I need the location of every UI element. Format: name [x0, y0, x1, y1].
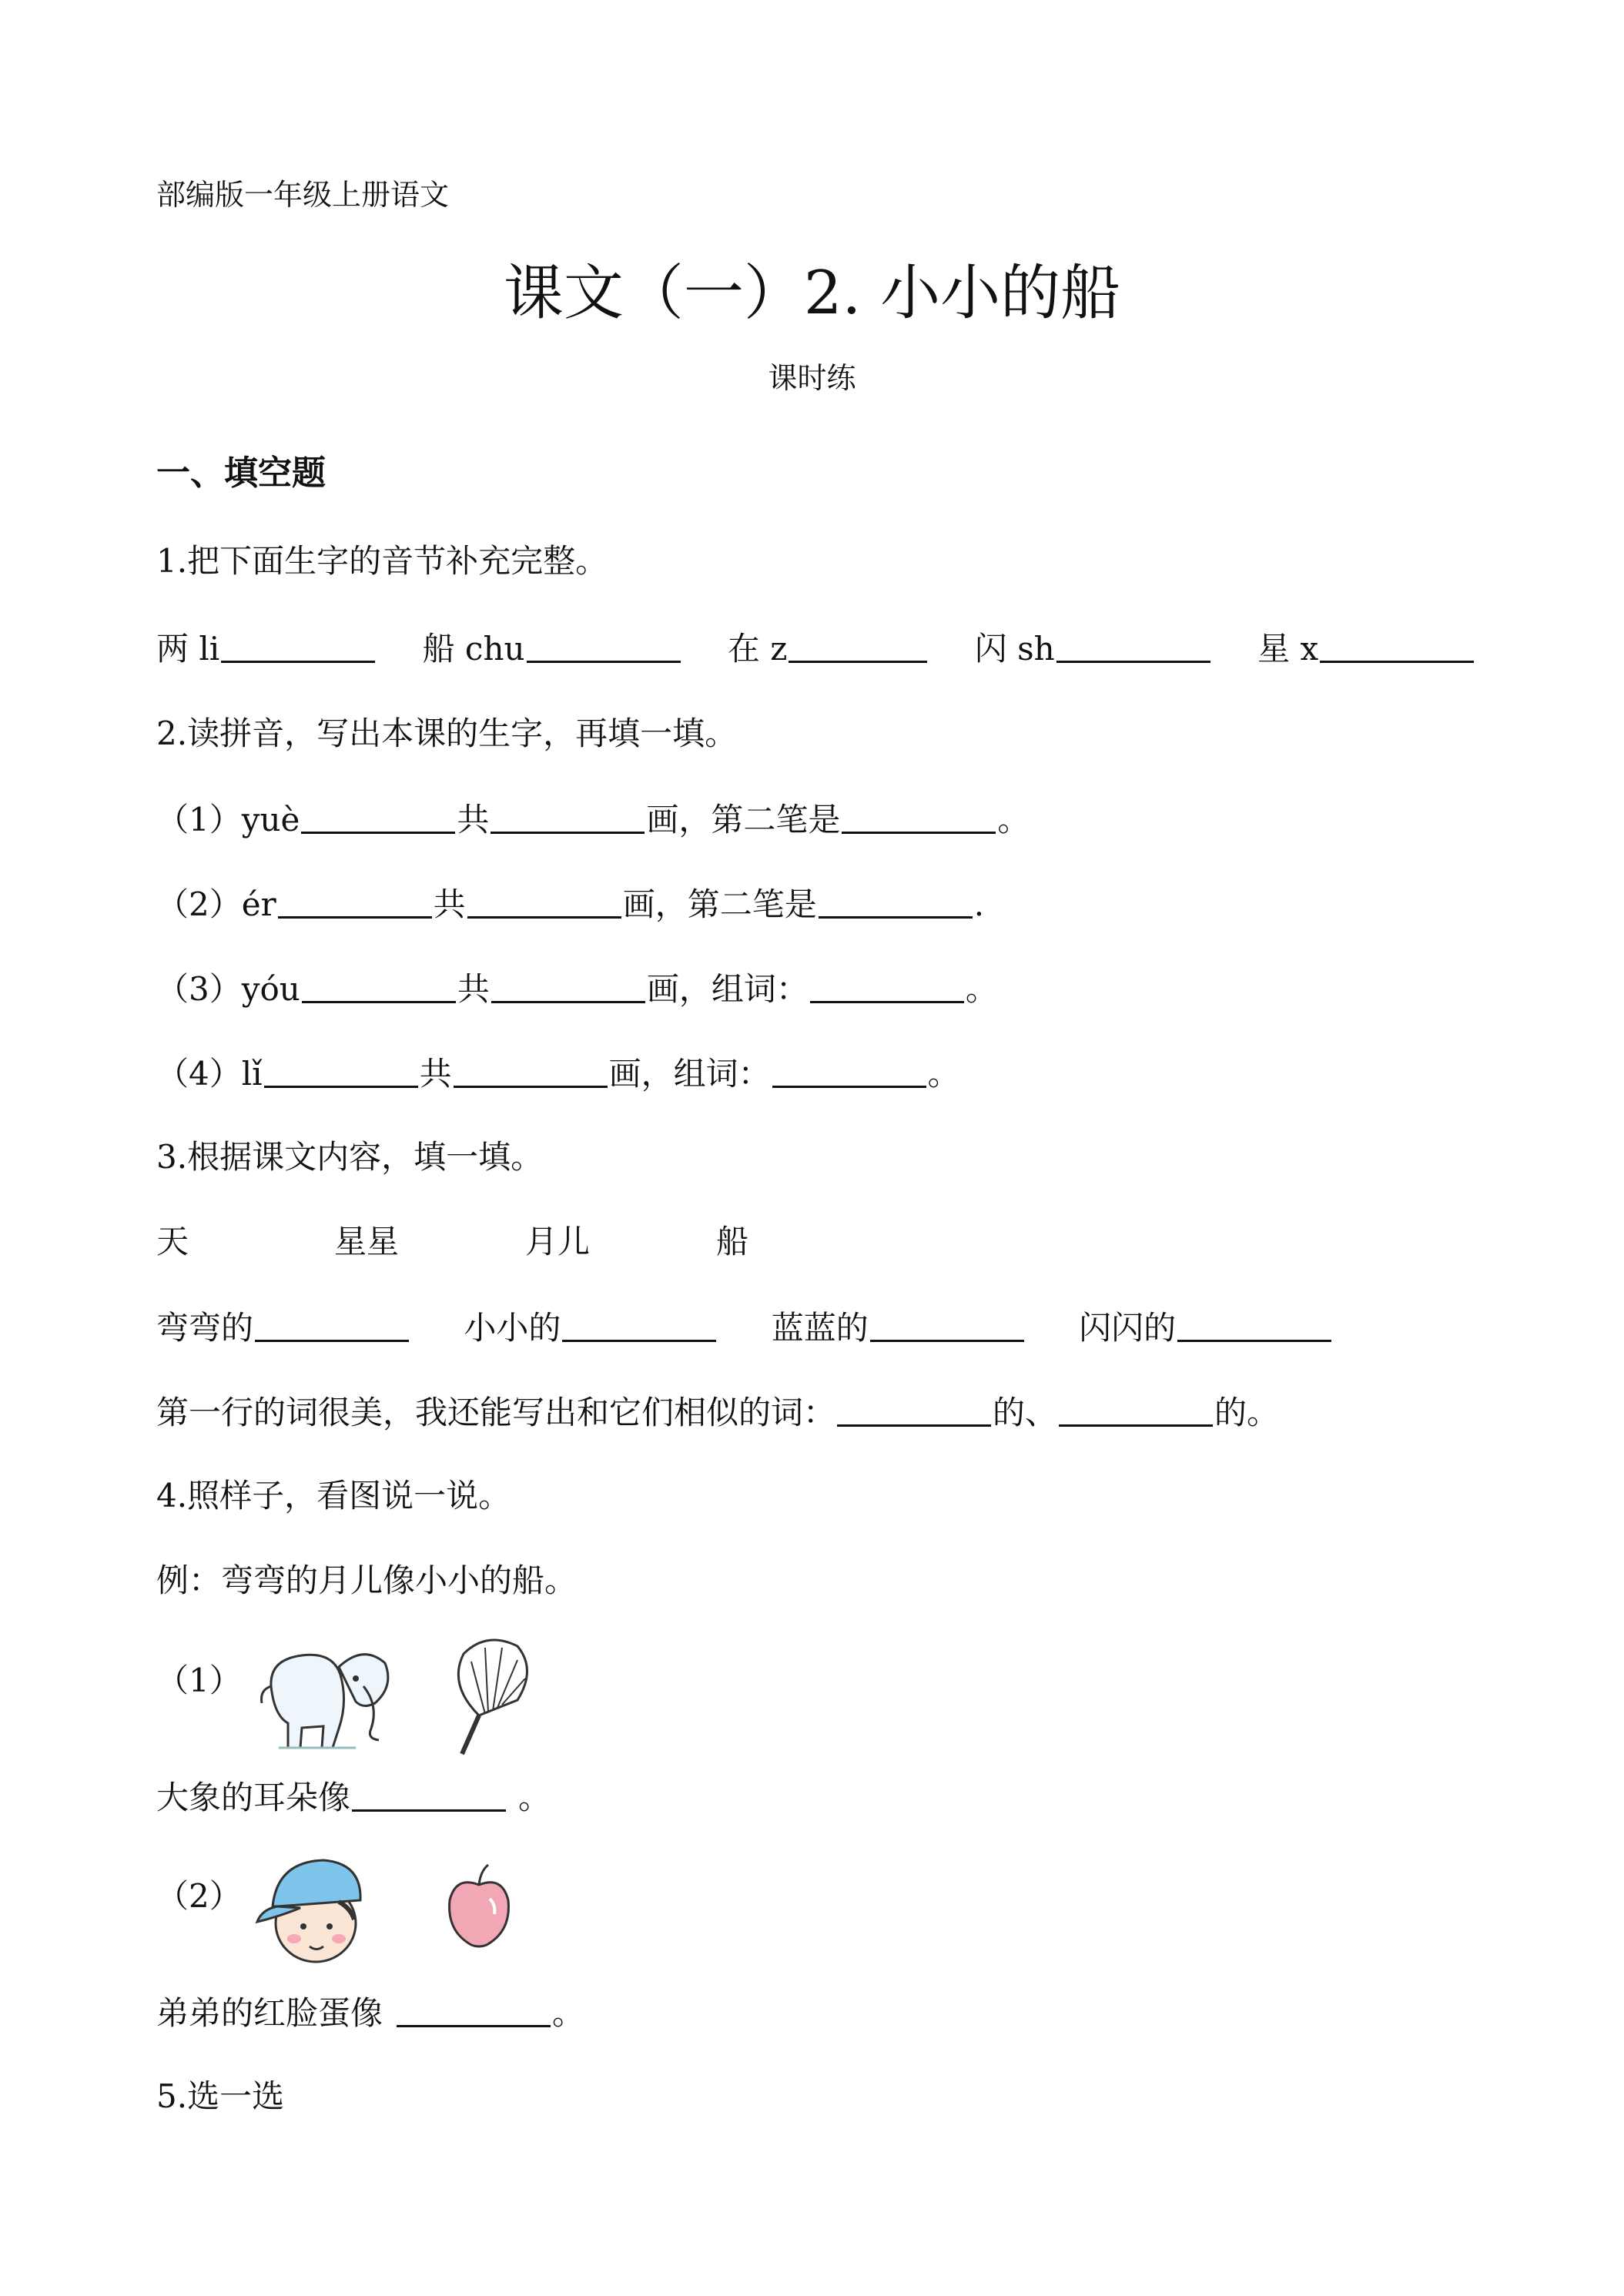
syllable-item	[975, 630, 1212, 668]
pinyin: ér	[241, 885, 276, 923]
question-4-prompt: 4.照样子，看图说一说。	[156, 1477, 511, 1514]
right-eye	[326, 1923, 333, 1930]
question-1-prompt: 1.把下面生字的音节补充完整。	[156, 542, 608, 580]
answer-blank[interactable]	[255, 1310, 409, 1342]
answer-blank[interactable]	[1059, 1395, 1213, 1427]
syllable-label: 星 x	[1257, 630, 1319, 668]
page-subheading: 课时练	[768, 361, 856, 395]
question-2-row	[156, 1055, 960, 1093]
phrase-item	[156, 1309, 410, 1347]
question-3-prompt: 3.根据课文内容，填一填。	[156, 1138, 544, 1176]
syllable-item	[423, 630, 682, 668]
label-gong: 共	[433, 885, 466, 923]
question-2-row	[156, 887, 984, 921]
elephant-eye	[353, 1675, 359, 1682]
syllable-label: 船 chu	[422, 630, 525, 668]
boy-face-image	[254, 1846, 377, 1970]
answer-blank[interactable]	[302, 972, 456, 1003]
question-1-items	[156, 630, 1475, 668]
document-subtitle: 部编版一年级上册语文	[156, 178, 450, 212]
answer-blank[interactable]	[789, 631, 927, 663]
answer-blank[interactable]	[842, 802, 996, 834]
row-end: 。	[927, 1055, 960, 1093]
row-number: （1）	[156, 801, 242, 838]
answer-blank[interactable]	[264, 1056, 418, 1088]
similar-words-line	[156, 1395, 1279, 1429]
label-hua: 画，第二笔是	[646, 801, 841, 838]
row-end: 。	[965, 970, 998, 1008]
item-2-sentence	[156, 1996, 584, 2030]
pinyin: yuè	[241, 801, 300, 838]
answer-blank[interactable]	[819, 887, 973, 919]
syllable-label: 两 li	[156, 630, 220, 668]
sentence-end: 。	[518, 1779, 551, 1816]
phrase-label: 闪闪的	[1079, 1309, 1177, 1347]
pinyin: yóu	[241, 970, 300, 1008]
question-2-prompt: 2.读拼音，写出本课的生字，再填一填。	[156, 715, 738, 752]
apple-image	[440, 1862, 517, 1954]
sentence-end: 。	[552, 1994, 585, 2032]
answer-blank[interactable]	[301, 802, 455, 834]
answer-blank[interactable]	[278, 887, 432, 919]
sentence-end: 的。	[1214, 1394, 1280, 1431]
word-bank-item: 月儿	[525, 1223, 591, 1260]
phrase-label: 弯弯的	[156, 1309, 254, 1347]
cap-crown	[273, 1860, 360, 1906]
row-end: 。	[997, 801, 1030, 838]
sentence-text: 第一行的词很美，我还能写出和它们相似的词：	[156, 1394, 836, 1431]
phrase-item	[772, 1309, 1026, 1347]
word-bank-item: 天	[156, 1223, 189, 1260]
fan-handle	[462, 1715, 479, 1754]
answer-blank[interactable]	[352, 1780, 506, 1812]
answer-blank[interactable]	[837, 1395, 991, 1427]
row-number: （4）	[156, 1055, 242, 1093]
item-2-number: （2）	[156, 1877, 242, 1915]
answer-blank[interactable]	[1056, 631, 1210, 663]
phrase-row	[156, 1309, 1333, 1347]
word-bank-item: 星星	[334, 1223, 400, 1260]
syllable-label: 闪 sh	[974, 630, 1055, 668]
answer-blank[interactable]	[467, 887, 621, 919]
label-hua: 画，组词：	[608, 1055, 771, 1093]
separator-text: 的、	[993, 1394, 1058, 1431]
elephant-tail	[262, 1686, 272, 1703]
fan-leaf	[458, 1640, 527, 1715]
fan-image	[440, 1631, 541, 1762]
item-1-number: （1）	[156, 1662, 242, 1699]
phrase-item	[464, 1309, 718, 1347]
answer-blank[interactable]	[454, 1056, 608, 1088]
row-number: （2）	[156, 885, 242, 923]
answer-blank[interactable]	[1320, 631, 1474, 663]
answer-blank[interactable]	[870, 1310, 1024, 1342]
right-cheek	[332, 1934, 346, 1943]
elephant-body	[271, 1655, 344, 1748]
syllable-item	[728, 630, 929, 668]
answer-blank[interactable]	[397, 1996, 551, 2027]
word-bank-item: 船	[716, 1223, 749, 1260]
row-end: .	[973, 885, 985, 923]
example-sentence: 例：弯弯的月儿像小小的船。	[156, 1561, 578, 1599]
syllable-item	[156, 630, 377, 668]
apple-body	[450, 1883, 509, 1946]
left-eye	[300, 1923, 306, 1930]
row-number: （3）	[156, 970, 242, 1008]
pinyin: lǐ	[241, 1055, 263, 1093]
sentence-text: 弟弟的红脸蛋像	[156, 1994, 383, 2032]
label-gong: 共	[457, 801, 490, 838]
answer-blank[interactable]	[810, 972, 964, 1003]
answer-blank[interactable]	[491, 972, 645, 1003]
elephant-image	[248, 1632, 402, 1759]
page-title: 课文（一）2. 小小的船	[503, 259, 1121, 328]
answer-blank[interactable]	[221, 631, 375, 663]
question-2-row	[156, 972, 998, 1006]
phrase-label: 蓝蓝的	[771, 1309, 869, 1347]
question-5-prompt: 5.选一选	[156, 2077, 285, 2115]
section-heading: 一、填空题	[156, 454, 326, 493]
item-1-sentence	[156, 1780, 551, 1814]
phrase-label: 小小的	[464, 1309, 561, 1347]
syllable-label: 在 z	[727, 630, 788, 668]
phrase-item	[1079, 1309, 1333, 1347]
question-2-row	[156, 802, 1030, 836]
answer-blank[interactable]	[1177, 1310, 1331, 1342]
label-hua: 画，第二笔是	[622, 885, 817, 923]
label-hua: 画，组词：	[646, 970, 809, 1008]
elephant-ear	[339, 1655, 388, 1706]
syllable-item	[1257, 630, 1475, 668]
left-cheek	[287, 1934, 301, 1943]
label-gong: 共	[457, 970, 490, 1008]
sentence-text: 大象的耳朵像	[156, 1779, 351, 1816]
answer-blank[interactable]	[491, 802, 645, 834]
answer-blank[interactable]	[562, 1310, 716, 1342]
label-gong: 共	[419, 1055, 452, 1093]
answer-blank[interactable]	[527, 631, 681, 663]
answer-blank[interactable]	[772, 1056, 926, 1088]
